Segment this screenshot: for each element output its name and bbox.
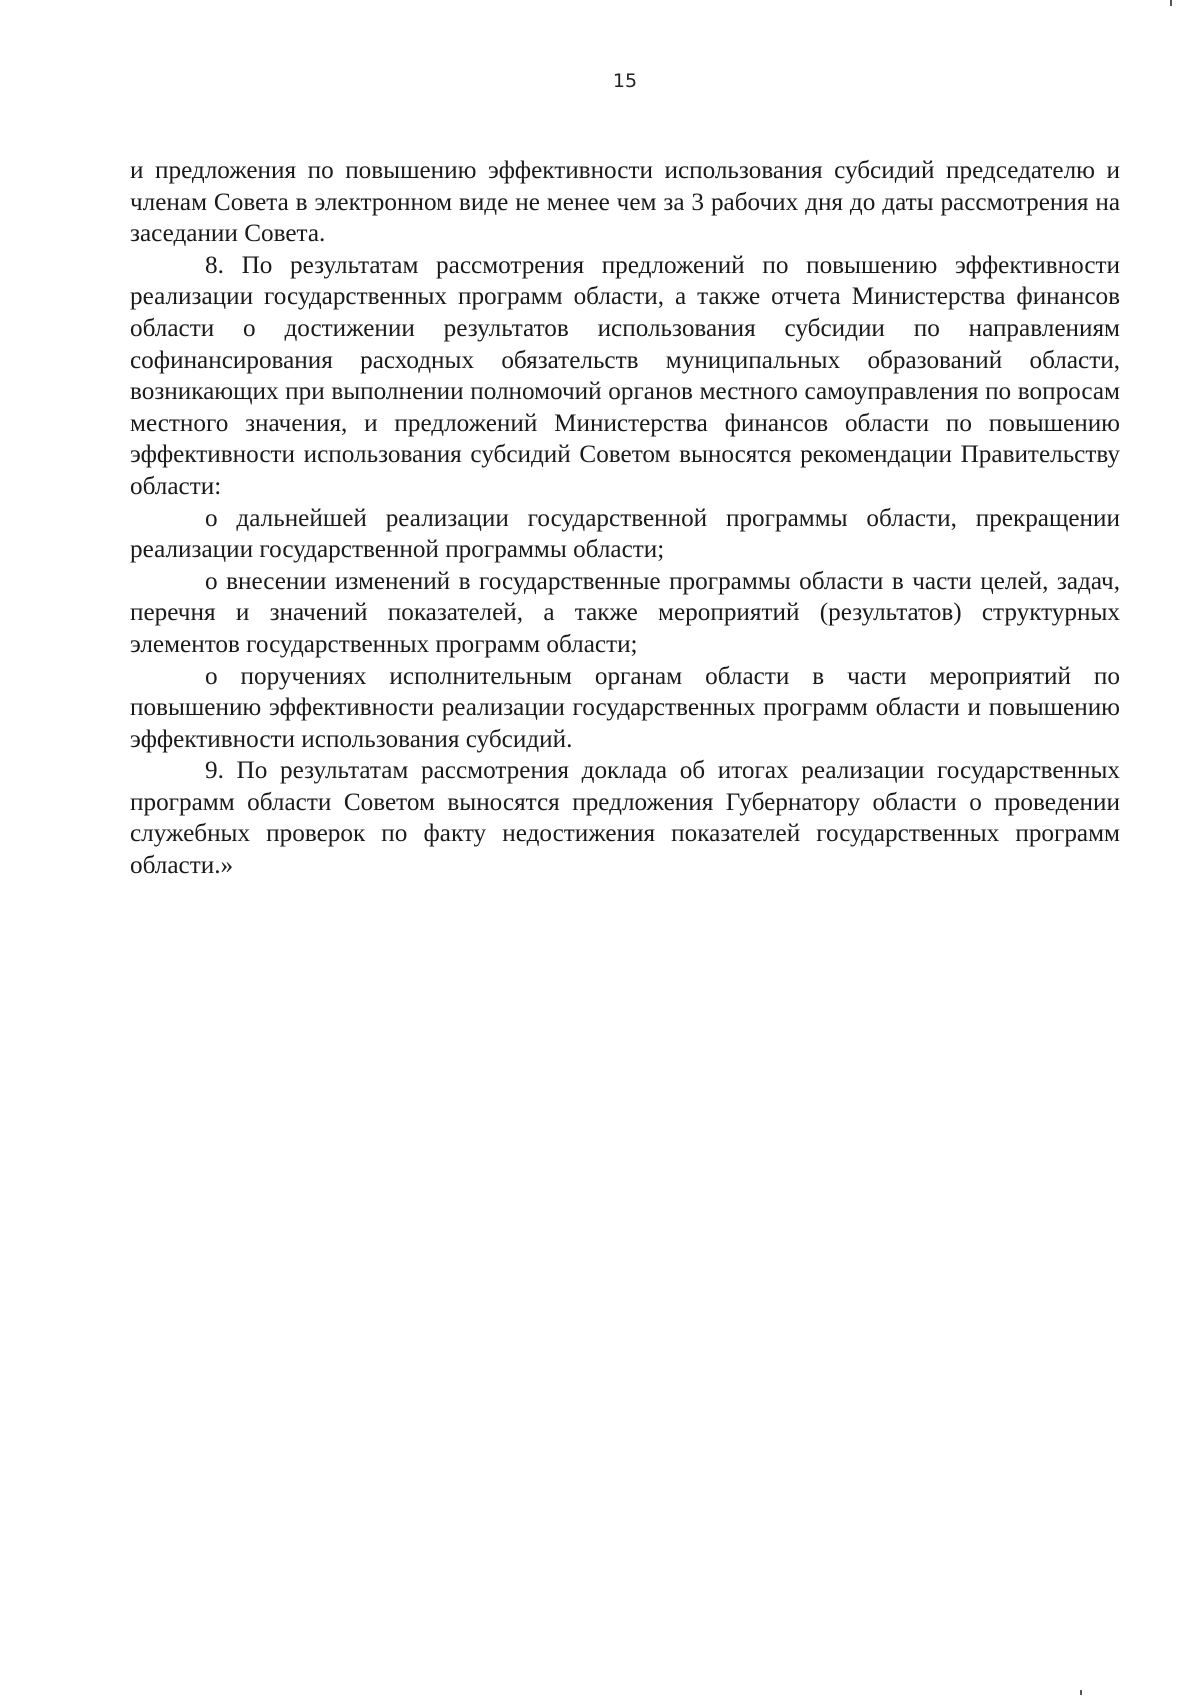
paragraph-recommendation-continuation: о дальнейшей реализации государственной программы области, прекращении реализации государственной программы области;: [130, 504, 1120, 564]
scan-artifact-bottom-right: [1080, 1690, 1082, 1695]
paragraph-continuation: и предложения по повышению эффективности использования субсидий председателю и членам Совета в электронном виде не менее чем за 3 рабочих дня до даты рассмотрения на заседании Совета.: [130, 157, 1120, 248]
paragraph-recommendation-changes: о внесении изменений в государственные программы области в части целей, задач, перечня и значений показателей, а также мероприятий (результатов) структурных элементов государственных программ области;: [130, 567, 1120, 658]
paragraph-recommendation-instructions: о поручениях исполнительным органам области в части мероприятий по повышению эффективности реализации государственных программ области и повышению эффективности использования субсидий.: [130, 662, 1120, 753]
paragraph-item-9: 9. По результатам рассмотрения доклада об итогах реализации государственных программ области Советом выносятся предложения Губернатору области о проведении служебных проверок по факту недостижения показателей государственных программ области.»: [130, 757, 1120, 880]
page-number: 15: [612, 70, 638, 92]
paragraph-item-8: 8. По результатам рассмотрения предложений по повышению эффективности реализации государственных программ области, а также отчета Министерства финансов области о достижении результатов использования субсидии по направлениям софинансирования расходных обязательств муниципальных образований области, возникающих при выполнении полномочий органов местного самоуправления по вопросам местного значения, и предложений Министерства финансов области по повышению эффективности использования субсидий Советом выносятся рекомендации Правительству области:: [130, 251, 1120, 500]
scan-artifact-top-right: [1170, 0, 1172, 6]
document-body: [130, 155, 1120, 882]
